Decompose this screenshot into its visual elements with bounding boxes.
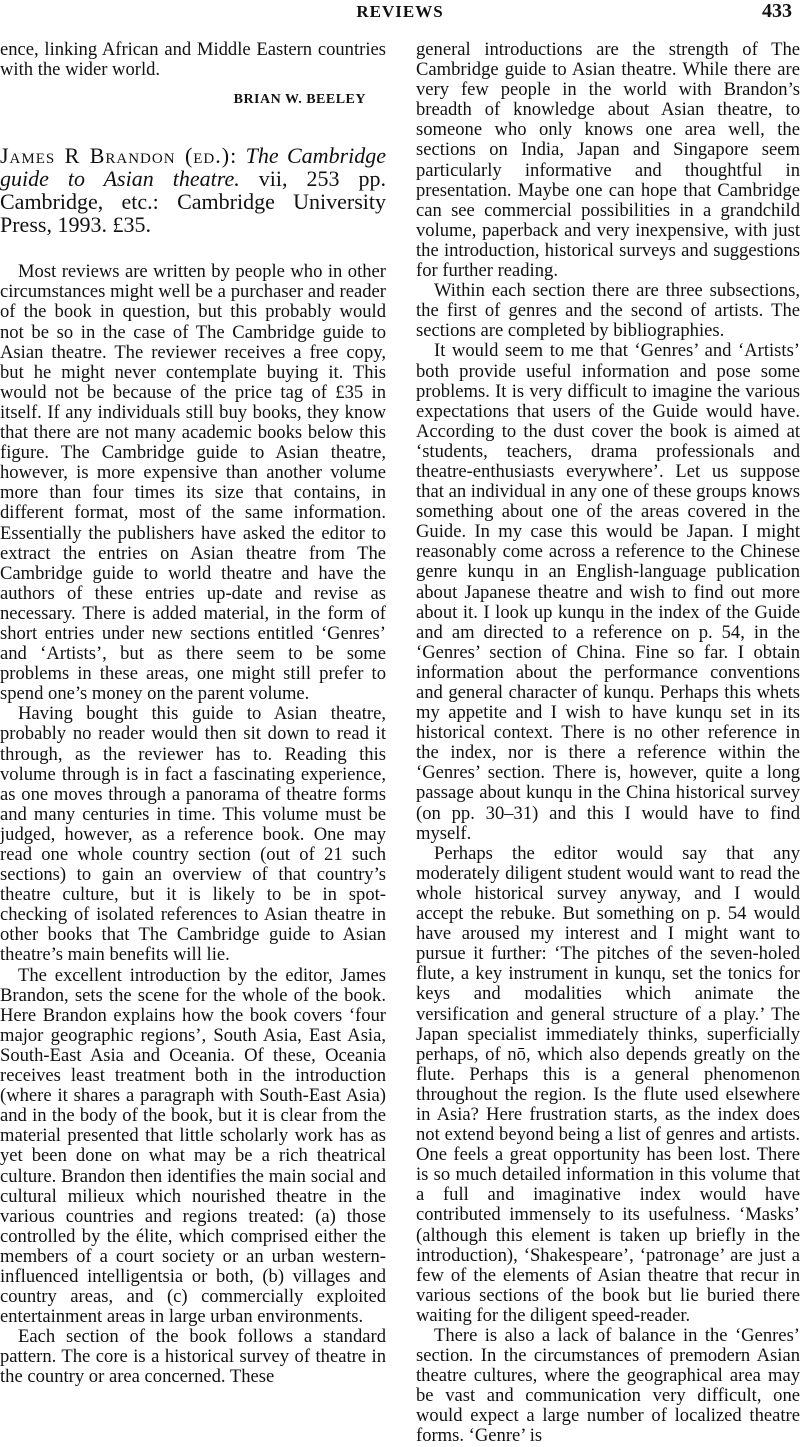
review-paragraph: Having bought this guide to Asian theatre, probably no reader would then sit down to read it through, as the reviewer has to. Reading this volume through is in fact a fascinating experience, as one moves through a panorama of theatre forms and many centuries in time. This volume must be judged, however, as a reference book. One may read one whole country section (out of 21 such sections) to gain an overview of that country’s theatre culture, but it is likely to be in spot-checking of isolated references to Asian theatre in other books that The Cambridge guide to Asian theatre’s main benefits will lie. (0, 703, 386, 966)
review-paragraph: general introductions are the strength of The Cambridge guide to Asian theatre. While there are very few people in the world with Brandon’s breadth of knowledge about Asian theatre, to someone who only knows one area well, the sections on India, Japan and Singapore seem particularly informative and thoughtful in presentation. Maybe one can hope that Cambridge can see commercial possibilities in a grandchild volume, paperback and very inexpensive, with just the introduction, historical surveys and suggestions for further reading. (416, 39, 800, 282)
review-paragraph: The excellent introduction by the editor, James Brandon, sets the scene for the whole of the book. Here Brandon explains how the book covers ‘four major geographic regions’, South Asia, East Asia, South-East Asia and Oceania. Of these, Oceania receives least treatment both in the introduction (where it shares a paragraph with South-East Asia) and in the body of the book, but it is clear from the material presented that little scholarly work has as yet been done on what may be a rich theatrical culture. Brandon then identifies the main social and cultural milieux which nourished theatre in the various countries and regions treated: (a) those controlled by the élite, which comprised either the members of a court society or an urban western-influenced intelligentsia or both, (b) villages and country areas, and (c) commercially exploited entertainment areas in large urban environments. (0, 964, 386, 1328)
book-details: vii, 253 pp. Cambridge, etc.: Cambridge University Press, 1993. £35. (0, 166, 386, 238)
review-paragraph: Each section of the book follows a standard pattern. The core is a historical survey of theatre in the country or area concerned. These (0, 1326, 386, 1388)
review-paragraph: Most reviews are written by people who in other circumstances might well be a purchaser and reader of the book in question, but this probably would not be so in the case of The Cambridge guide to Asian theatre. The reviewer receives a free copy, but he might never contemplate buying it. This would not be because of the price tag of £35 in itself. If any individuals still buy books, they know that there are not many academic books below this figure. The Cambridge guide to Asian theatre, however, is more expensive than another volume more than four times its size that contains, in different format, most of the same information. Essentially the publishers have asked the editor to extract the entries on Asian theatre from The Cambridge guide to world theatre and have the authors of these entries up-date and revise as necessary. There is added material, in the form of short entries under new sections entitled ‘Genres’ and ‘Artists’, but as there seem to be some problems in these areas, one might still prefer to spend one’s money on the parent volume. (0, 261, 386, 705)
review-paragraph: There is also a lack of balance in the ‘Genres’ section. In the circumstances of premodern Asian theatre cultures, where the geographical area may be vast and communication very difficult, one would expect a large number of localized theatre forms. ‘Genre’ is (416, 1325, 800, 1447)
previous-reviewer-signature: BRIAN W. BEELEY (233, 92, 366, 108)
review-paragraph: Within each section there are three subsections, the first of genres and the second of artists. The sections are completed by bibliographies. (416, 280, 800, 342)
page-number: 433 (762, 0, 792, 22)
book-heading (0, 144, 386, 236)
left-column (0, 40, 386, 1388)
review-paragraph: It would seem to me that ‘Genres’ and ‘Artists’ both provide useful information and pose some problems. It is very difficult to imagine the various expectations that users of the Guide would have. According to the dust cover the book is aimed at ‘students, teachers, drama professionals and theatre-enthusiasts everywhere’. Let us suppose that an individual in any one of these groups knows something about one of the areas covered in the Guide. In my case this would be Japan. I might reasonably come across a reference to the Chinese genre kunqu in an English-language publication about Japanese theatre and wish to find out more about it. I look up kunqu in the index of the Guide and am directed to a reference on p. 54, in the ‘Genres’ section of China. Fine so far. I obtain information about the performance conventions and general character of kunqu. Perhaps this whets my appetite and I wish to have kunqu set in its historical context. There is no other reference in the index, nor is there a reference within the ‘Genres’ section. There is, however, quite a long passage about kunqu in the China historical survey (on pp. 30–31) and this I would have to find myself. (416, 340, 800, 844)
right-column (416, 40, 800, 1447)
review-body-left (0, 262, 386, 1387)
review-paragraph: Perhaps the editor would say that any moderately diligent student would want to read the whole historical survey anyway, and I would accept the rebuke. But something on p. 54 would have aroused my interest and I might want to pursue it further: ‘The pitches of the seven-holed flute, a key instrument in kunqu, set the tonics for keys and modalities which animate the versification and general structure of a play.’ The Japan specialist immediately thinks, superficially perhaps, of nō, which also depends greatly on the flute. Perhaps this is a general phenomenon throughout the region. Is the flute used elsewhere in Asia? Here frustration starts, as the index does not extend beyond being a list of genres and artists. One feels a great opportunity has been lost. There is so much detailed information in this volume that a full and imaginative index would have contributed immensely to its usefulness. ‘Masks’ (although this element is taken up briefly in the introduction), ‘Shakespeare’, ‘patronage’ are just a few of the elements of Asian theatre that recur in various sections of the book but lie buried there waiting for the diligent speed-reader. (416, 842, 800, 1326)
continued-paragraph: ence, linking African and Middle Eastern countries with the wider world. (0, 39, 386, 81)
book-title: The Cambridge guide to Asian theatre. (0, 143, 387, 192)
book-editor: James R Brandon (ed.): (0, 143, 238, 169)
running-head (0, 0, 800, 24)
running-title: REVIEWS (356, 2, 444, 21)
